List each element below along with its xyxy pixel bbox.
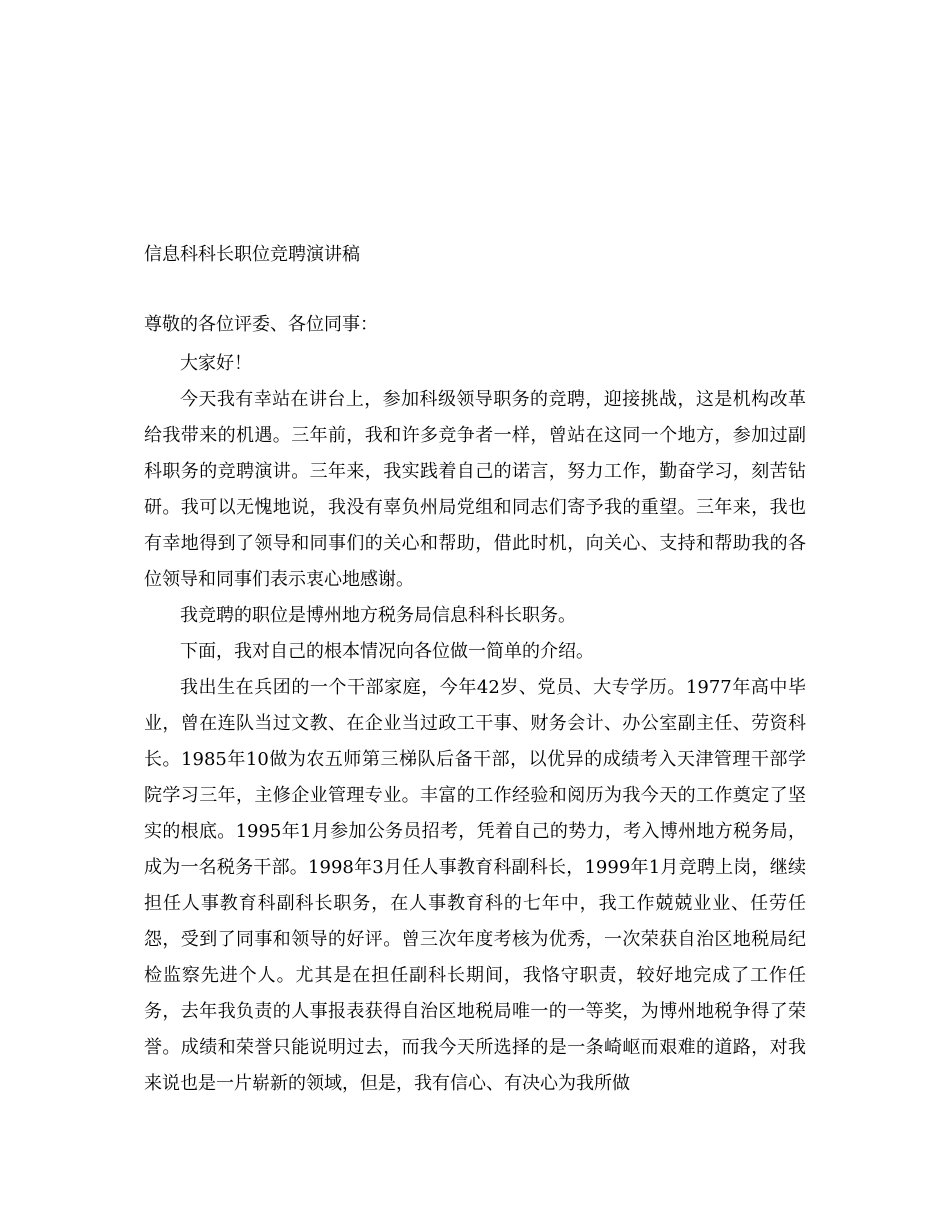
salutation: 尊敬的各位评委、各位同事：: [144, 314, 378, 335]
paragraph-opening: 今天我有幸站在讲台上，参加科级领导职务的竞聘，迎接挑战，这是机构改革给我带来的机遇。三年前，我和许多竞争者一样，曾站在这同一个地方，参加过副科职务的竞聘演讲。三年来，我实践着自己的诺言，努力工作，勤奋学习，刻苦钻研。我可以无愧地说，我没有辜负州局党组和同志们寄予我的重望。三年来，我也有幸地得到了领导和同事们的关心和帮助，借此时机，向关心、支持和帮助我的各位领导和同事们表示衷心地感谢。: [144, 389, 806, 590]
document-body: [144, 346, 806, 1102]
document-title: 信息科科长职位竞聘演讲稿: [144, 244, 360, 265]
paragraph-position: 我竞聘的职位是博州地方税务局信息科科长职务。: [180, 605, 576, 626]
paragraph-intro: 下面，我对自己的根本情况向各位做一简单的介绍。: [180, 641, 594, 662]
paragraph-background: 我出生在兵团的一个干部家庭，今年42岁、党员、大专学历。1977年高中毕业，曾在连队当过文教、在企业当过政工干事、财务会计、办公室副主任、劳资科长。1985年10做为农五师第三梯队后备干部，以优异的成绩考入天津管理干部学院学习三年，主修企业管理专业。丰富的工作经验和阅历为我今天的工作奠定了坚实的根底。1995年1月参加公务员招考，凭着自己的势力，考入博州地方税务局，成为一名税务干部。1998年3月任人事教育科副科长，1999年1月竞聘上岗，继续担任人事教育科副科长职务，在人事教育科的七年中，我工作兢兢业业、任劳任怨，受到了同事和领导的好评。曾三次年度考核为优秀，一次荣获自治区地税局纪检监察先进个人。尤其是在担任副科长期间，我恪守职责，较好地完成了工作任务，去年我负责的人事报表获得自治区地税局唯一的一等奖，为博州地税争得了荣誉。成绩和荣誉只能说明过去，而我今天所选择的是一条崎岖而艰难的道路，对我来说也是一片崭新的领域，但是，我有信心、有决心为我所做: [144, 677, 806, 1094]
paragraph-greeting: 大家好！: [180, 353, 252, 374]
